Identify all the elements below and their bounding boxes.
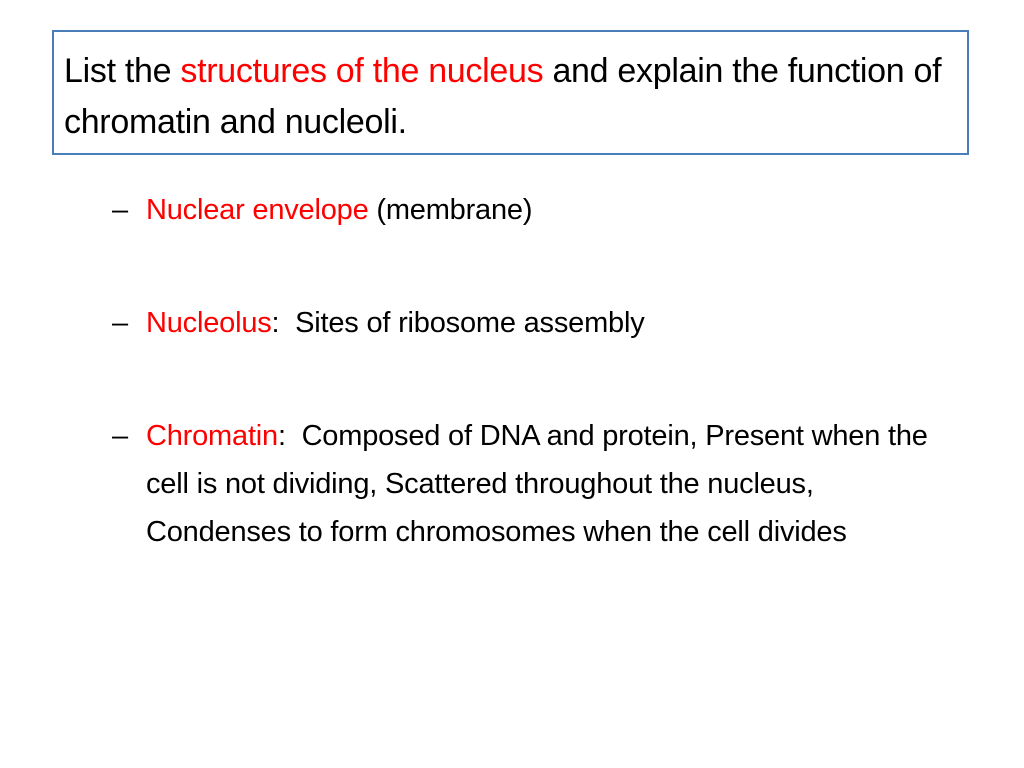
- bullet-description: Composed of DNA and protein, Present when the cell is not dividing, Scattered throughout the nucleus, Condenses to form chromosomes when the cell divides: [146, 420, 928, 548]
- bullet-term: Nuclear envelope: [146, 194, 369, 226]
- bullet-nuclear-envelope: [112, 186, 932, 234]
- bullet-separator: :: [271, 307, 296, 339]
- bullet-list: [112, 186, 932, 556]
- bullet-description: (membrane): [376, 194, 533, 226]
- bullet-text: [146, 412, 932, 556]
- bullet-text: [146, 299, 932, 347]
- bullet-term: Nucleolus: [146, 307, 272, 339]
- bullet-text: [146, 186, 932, 234]
- bullet-description: Sites of ribosome assembly: [295, 307, 645, 339]
- bullet-marker: –: [112, 420, 128, 452]
- bullet-nucleolus: [112, 299, 932, 347]
- title-prefix: List the: [64, 52, 181, 90]
- bullet-separator: :: [277, 420, 302, 452]
- bullet-term: Chromatin: [146, 420, 278, 452]
- bullet-chromatin: [112, 412, 932, 556]
- title-highlight: structures of the nucleus: [180, 52, 544, 90]
- bullet-marker: –: [112, 307, 128, 339]
- title-box: [52, 30, 969, 155]
- title-suffix: and explain the function of chromatin and nucleoli.: [64, 52, 942, 141]
- slide-title: [64, 46, 957, 148]
- bullet-marker: –: [112, 194, 128, 226]
